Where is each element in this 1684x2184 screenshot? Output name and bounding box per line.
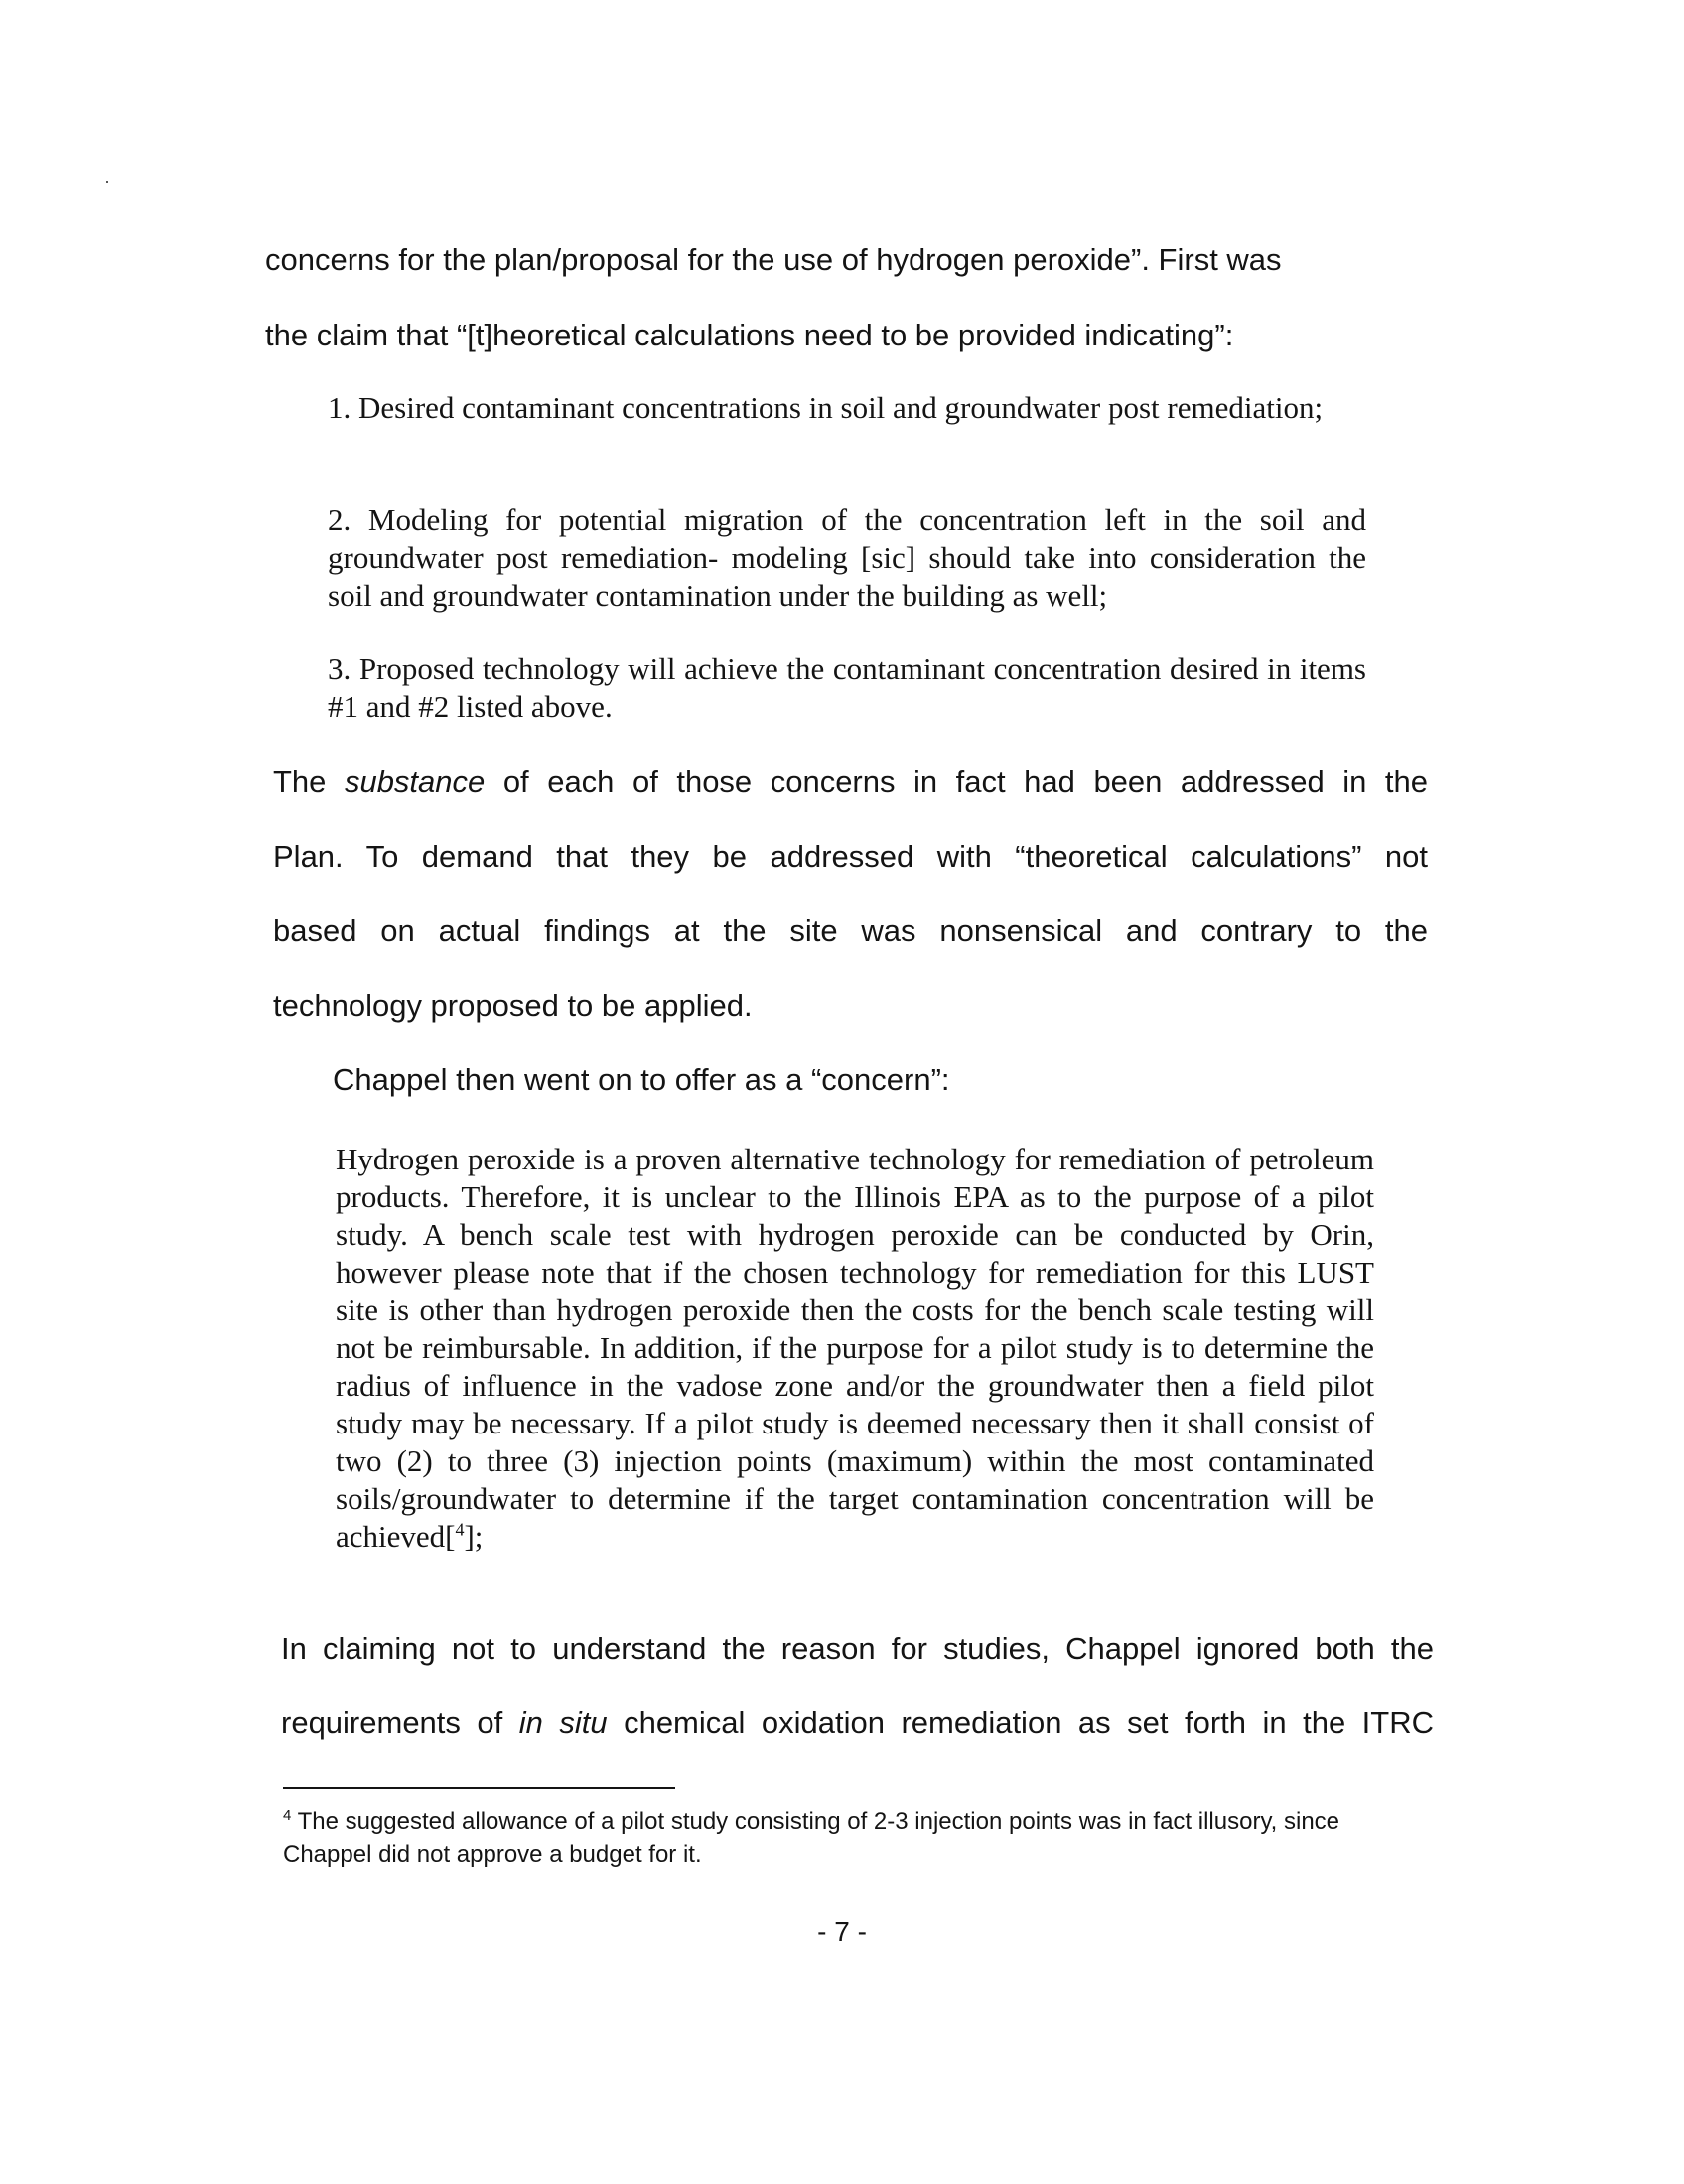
body-line: the claim that “[t]heoretical calculations need to be provided indicating”:: [265, 318, 1234, 352]
block-quote: [336, 1141, 1374, 1556]
scan-speck: [106, 181, 108, 183]
body-line: based on actual findings at the site was nonsensical and contrary to the: [273, 913, 1428, 948]
quote-tail: ];: [464, 1519, 484, 1554]
body-line: technology proposed to be applied.: [273, 988, 753, 1023]
list-item-text: 2. Modeling for potential migration of the concentration left in the soil and groundwater post remediation- modeling [sic] should take into consideration the soil and groundwater contamination under the building as well;: [328, 502, 1366, 613]
page-number: - 7 -: [817, 1916, 867, 1947]
footnote-number: 4: [283, 1807, 292, 1824]
body-text: of each of those concerns in fact had been addressed in the: [485, 764, 1428, 799]
emphasis-text: in situ: [518, 1706, 608, 1740]
emphasis-text: substance: [344, 764, 486, 799]
quote-text: Hydrogen peroxide is a proven alternative technology for remediation of petroleum products. Therefore, it is unclear to the Illinois EPA as to the purpose of a pilot study. A bench scale test with hydrogen peroxide can be conducted by Orin, however please note that if the chosen technology for remediation for this LUST site is other than hydrogen peroxide then the costs for the bench scale testing will not be reimbursable. In addition, if the purpose for a pilot study is to determine the radius of influence in the vadose zone and/or the groundwater then a field pilot study may be necessary. If a pilot study is deemed necessary then it shall consist of two (2) to three (3) injection points (maximum) within the most contaminated soils/groundwater to determine if the target contamination concentration will be achieved[: [336, 1142, 1374, 1554]
footnote-rule: [283, 1787, 675, 1789]
list-item-text: 1. Desired contaminant concentrations in soil and groundwater post remediation;: [328, 390, 1324, 425]
footnote: [283, 1799, 1430, 1872]
list-item-2: [328, 501, 1366, 614]
body-line: Chappel then went on to offer as a “concern”:: [333, 1062, 950, 1097]
list-item-3: [328, 650, 1366, 726]
body-text: chemical oxidation remediation as set forth in the ITRC: [607, 1706, 1434, 1740]
body-line: In claiming not to understand the reason for studies, Chappel ignored both the: [281, 1631, 1434, 1666]
body-text: The: [273, 764, 345, 799]
body-line: concerns for the plan/proposal for the use of hydrogen peroxide”. First was: [265, 242, 1282, 277]
footnote-text: The suggested allowance of a pilot study consisting of 2-3 injection points was in fact illusory, since Chappel did not approve a budget for it.: [283, 1808, 1340, 1868]
list-item-1: [328, 389, 1366, 427]
body-line: [281, 1706, 1434, 1741]
body-line: Plan. To demand that they be addressed with “theoretical calculations” not: [273, 839, 1428, 874]
footnote-marker: 4: [455, 1519, 465, 1540]
body-text: requirements of: [281, 1706, 519, 1740]
body-line: [273, 764, 1428, 800]
list-item-text: 3. Proposed technology will achieve the contaminant concentration desired in items #1 and #2 listed above.: [328, 651, 1366, 724]
